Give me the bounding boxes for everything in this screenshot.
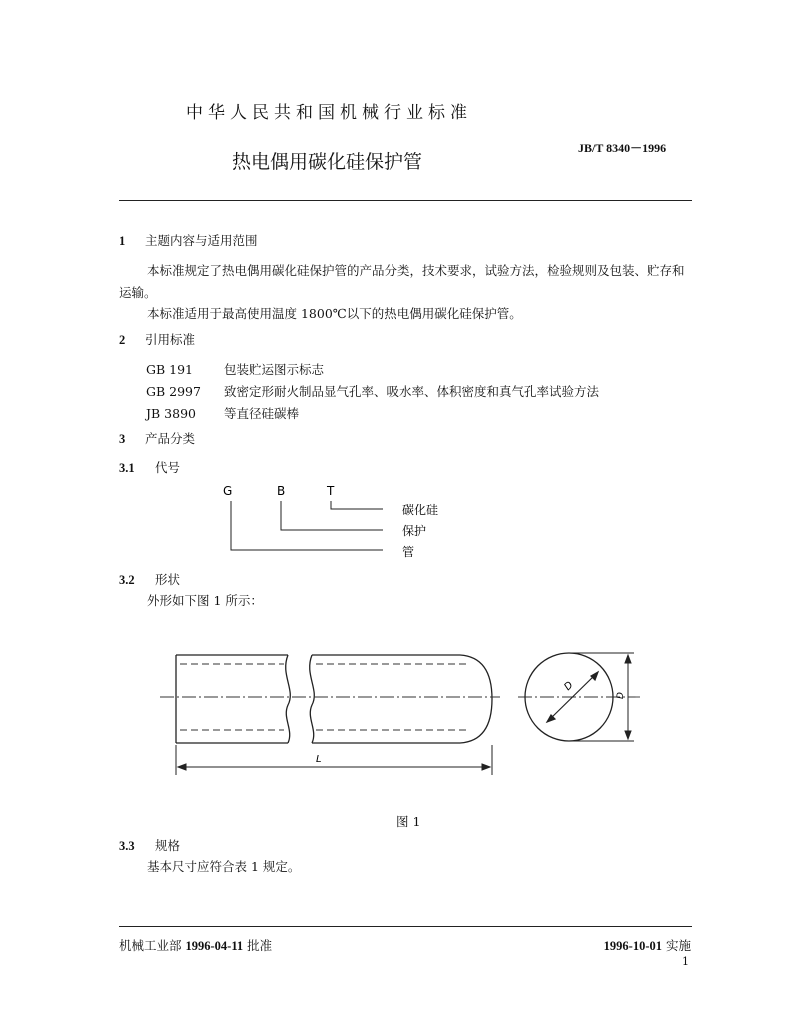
- diameter-label-inner: D: [562, 679, 576, 693]
- section-number: 3: [119, 432, 126, 446]
- section-1-paragraph-1-line-2: 运输。: [119, 285, 157, 300]
- code-letter-t: T: [327, 484, 335, 498]
- approval-action: 批准: [247, 938, 273, 953]
- section-number: 1: [119, 234, 126, 248]
- code-meaning-sic: 碳化硅: [402, 503, 439, 517]
- section-3-3-text: 基本尺寸应符合表 1 规定。: [147, 859, 301, 874]
- diameter-label-outer: D: [616, 692, 626, 699]
- reference-code: GB 2997: [146, 384, 201, 399]
- section-number: 3.3: [119, 839, 135, 853]
- section-title: 产品分类: [145, 431, 196, 446]
- section-1-paragraph-2: 本标准适用于最高使用温度 1800℃以下的热电偶用碳化硅保护管。: [147, 306, 522, 321]
- section-title: 主题内容与适用范围: [145, 233, 258, 248]
- approval-department: 机械工业部: [119, 938, 182, 953]
- implementation-line: [604, 936, 691, 954]
- footer-rule: [119, 926, 692, 927]
- code-meaning-tube: 管: [402, 545, 415, 559]
- reference-code: GB 191: [146, 362, 194, 377]
- section-title: 代号: [155, 460, 181, 475]
- section-3-3-heading: [119, 836, 180, 854]
- standard-code: JB/T 8340－1996: [578, 141, 667, 155]
- length-dimension: [176, 745, 492, 775]
- implementation-date: 1996-10-01: [603, 939, 662, 953]
- code-meaning-protect: 保护: [402, 524, 427, 538]
- approval-date: 1996-04-11: [185, 939, 244, 953]
- code-letter-g: G: [223, 484, 233, 498]
- section-3-2-text: 外形如下图 1 所示：: [147, 593, 263, 608]
- reference-title: 致密定形耐火制品显气孔率、吸水率、体积密度和真气孔率试验方法: [224, 384, 600, 399]
- length-label: L: [316, 754, 322, 765]
- reference-title: 等直径硅碳棒: [224, 406, 300, 421]
- section-number: 3.1: [119, 461, 135, 475]
- code-letter-b: B: [277, 484, 286, 498]
- reference-title: 包装贮运图示标志: [224, 362, 325, 377]
- standard-org-heading: 中华人民共和国机械行业标准: [186, 103, 472, 123]
- section-number: 2: [119, 333, 126, 347]
- section-1-paragraph-1-line-1: 本标准规定了热电偶用碳化硅保护管的产品分类，技术要求，试验方法，检验规则及包装、贮存和: [147, 263, 685, 278]
- section-number: 3.2: [119, 573, 135, 587]
- figure-caption: 图 1: [396, 814, 421, 829]
- implementation-action: 实施: [665, 938, 691, 953]
- section-title: 形状: [155, 572, 181, 587]
- section-title: 规格: [155, 838, 181, 853]
- page-number: 1: [682, 955, 689, 968]
- section-title: 引用标准: [145, 332, 196, 347]
- approval-line: [119, 936, 272, 954]
- reference-code: JB 3890: [146, 406, 196, 421]
- document-title: 热电偶用碳化硅保护管: [232, 151, 423, 173]
